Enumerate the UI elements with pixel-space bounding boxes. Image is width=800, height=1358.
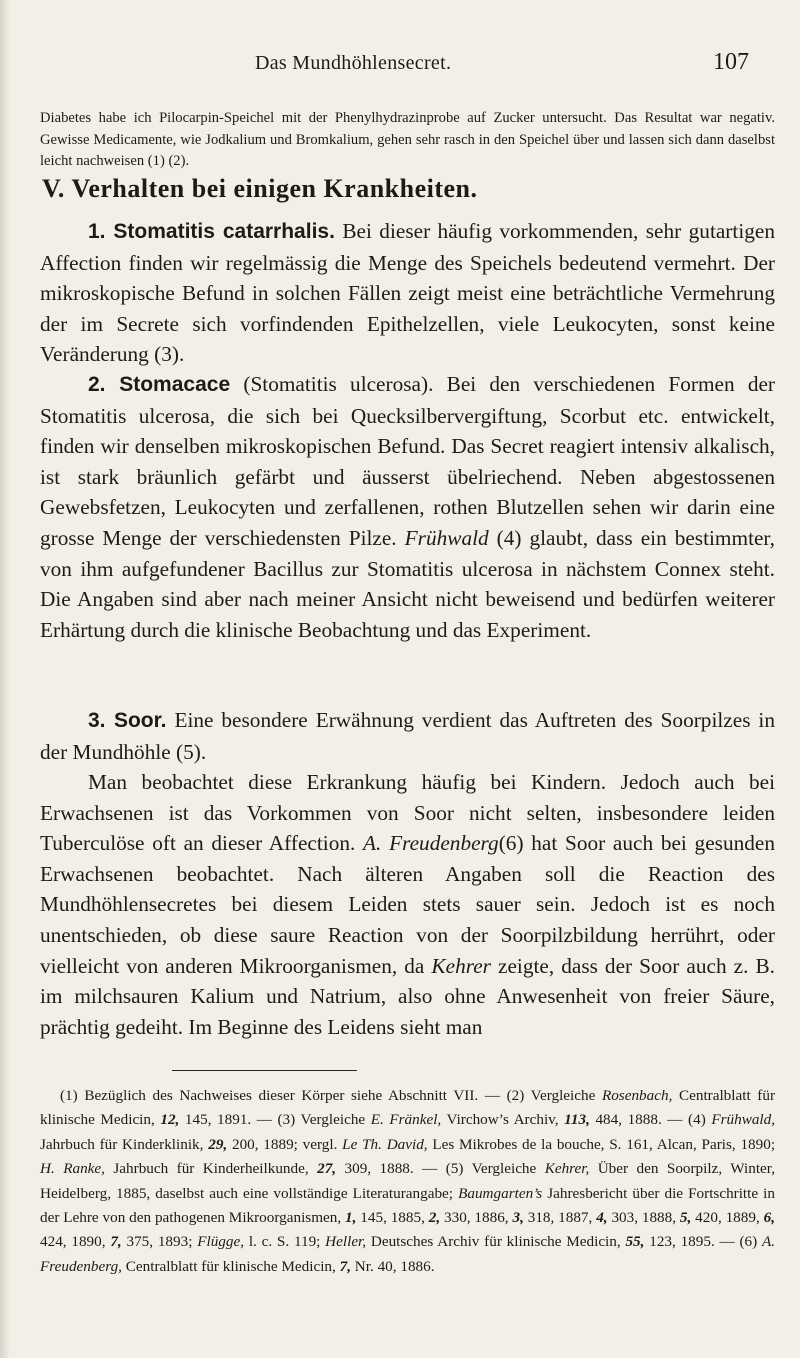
footnote-text: Centralblatt für klinische Medicin,: [125, 1257, 336, 1275]
footnote-volume: 7,: [339, 1257, 351, 1275]
page-number: 107: [713, 49, 749, 75]
footnote-text: 424, 1890,: [40, 1233, 106, 1251]
footnote-text: 318, 1887,: [527, 1209, 593, 1227]
footnote-volume: 55,: [625, 1233, 645, 1251]
footnote-volume: 2,: [428, 1209, 441, 1227]
footnote-author: Kehrer,: [544, 1160, 590, 1178]
footnote-text: Virchow’s Archiv,: [446, 1111, 559, 1129]
author-name: Frühwald: [404, 525, 489, 550]
entry-label: 2. Stomacace: [88, 373, 231, 396]
footnote-author: Heller,: [325, 1233, 367, 1251]
footnote-text: 145, 1885,: [360, 1209, 425, 1227]
footnote-volume: 113,: [564, 1111, 590, 1129]
footnote-divider: [172, 1070, 357, 1071]
footnote-volume: 6,: [763, 1209, 776, 1227]
footnote-text: 123, 1895. — (6): [649, 1233, 758, 1251]
footnote-author: H. Ranke,: [40, 1160, 105, 1178]
footnote-author: Rosenbach,: [601, 1087, 673, 1104]
footnote-text: (1) Bezüglich des Nachweises dieser Körper siehe Abschnitt VII. — (2) Vergleiche: [60, 1087, 596, 1104]
footnote-text: 145, 1891. — (3) Vergleiche: [184, 1111, 366, 1129]
footnote-text: 330, 1886,: [444, 1209, 509, 1227]
footnote-author: E. Fränkel,: [370, 1111, 442, 1129]
entry-soor: [40, 705, 775, 767]
page-header: [0, 49, 800, 82]
entry-stomatitis-catarrhalis: [40, 216, 775, 370]
footnote-volume: 3,: [512, 1209, 524, 1227]
footnote-text: Über den Soorpilz, Winter, Heidelberg, 1885, daselbst auch eine vollständige Literaturangabe;: [40, 1160, 776, 1202]
footnote-author: Le Th. David,: [342, 1135, 428, 1153]
page-gutter-shadow: [0, 0, 10, 1358]
author-name: Kehrer: [431, 953, 491, 978]
entry-label: 3. Soor.: [88, 709, 167, 732]
footnote-volume: 12,: [160, 1111, 180, 1129]
intro-paragraph: Diabetes habe ich Pilocarpin-Speichel mit der Phenylhydrazinprobe auf Zucker untersucht. Das Resultat war negativ. Gewisse Medicamente, wie Jodkalium und Bromkalium, gehen sehr rasch in den Speichel über und lassen sich dann daselbst leicht nachweisen (1) (2).: [40, 110, 775, 169]
entry-stomacace: [40, 369, 775, 645]
entry-text: (Stomatitis ulcerosa). Bei den verschiedenen Formen der Stomatitis ulcerosa, die sich bei Quecksilbervergiftung, Scorbut etc. entwickelt, finden wir denselben mikroskopischen Befund. Das Secret reagiert intensiv alkalisch, ist stark bräunlich gefärbt und äusserst übelriechend. Neben abgestossenen Gewebsfetzen, Leukocyten und zerfallenen, rothen Blutzellen sehen wir darin eine grosse Menge der verschiedensten Pilze.: [40, 372, 776, 550]
entry-text-continued: (4) glaubt, dass ein bestimmter, von ihm aufgefundener Bacillus zur Stomatitis ulcerosa in nächstem Connex steht. Die Angaben sind aber nach meiner Ansicht nicht beweisend und bedürfen weiterer Erhärtung durch die klinische Beobachtung und das Experiment.: [40, 525, 775, 642]
footnote-text: 484, 1888. — (4): [595, 1111, 706, 1129]
footnote-text: Jahrbuch für Kinderheilkunde,: [113, 1160, 309, 1178]
footnote-volume: 4,: [596, 1209, 608, 1227]
footnote-volume: 29,: [208, 1135, 228, 1153]
footnote-text: 420, 1889,: [695, 1209, 760, 1227]
footnote-text: Les Mikrobes de la bouche, S. 161, Alcan, Paris, 1890;: [432, 1135, 776, 1153]
entry-text: Eine besondere Erwähnung verdient das Auftreten des Soorpilzes in der Mundhöhle (5).: [40, 708, 775, 764]
body-text: zeigte, dass der Soor auch z. B. im milchsauren Kalium und Natrium, also ohne Anwesenheit von freier Säure, prächtig gedeiht. Im Beginne des Leidens sieht man: [40, 953, 776, 1039]
footnote-author: A. Freudenberg,: [40, 1233, 776, 1275]
footnote-volume: 27,: [317, 1160, 337, 1178]
footnote-volume: 7,: [110, 1233, 122, 1251]
footnote-text: Centralblatt für klinische Medicin,: [40, 1087, 775, 1129]
footnote-text: 200, 1889; vergl.: [231, 1135, 338, 1153]
footnote-volume: 1,: [345, 1209, 357, 1227]
footnote-text: Jahrbuch für Kinderklinik,: [40, 1135, 204, 1153]
footnote-text: 303, 1888,: [611, 1209, 677, 1227]
footnote-author: Flügge,: [197, 1233, 245, 1251]
footnote-author: Frühwald,: [711, 1111, 776, 1129]
footnotes: [40, 1084, 775, 1279]
footnote-volume: 5,: [679, 1209, 692, 1227]
entry-label: 1. Stomatitis catarrhalis.: [88, 220, 335, 243]
running-title: Das Mundhöhlensecret.: [255, 52, 452, 74]
entry-text: Bei dieser häufig vorkommenden, sehr gutartigen Affection finden wir regelmässig die Menge des Speichels bedeutend vermehrt. Der mikroskopische Befund in solchen Fällen zeigt meist eine beträchtliche Vermehrung der im Secrete sich vorfindenden Epithelzellen, viele Leukocyten, sonst keine Veränderung (3).: [40, 219, 775, 367]
footnote-text: Jahresbericht über die Fortschritte in der Lehre von den pathogenen Mikroorganismen,: [40, 1184, 775, 1227]
footnote-text: 309, 1888. — (5) Vergleiche: [344, 1160, 537, 1178]
author-name: A. Freudenberg: [363, 831, 499, 856]
body-text: (6) hat Soor auch bei gesunden Erwachsenen beobachtet. Nach älteren Angaben soll die Reaction des Mundhöhlensecretes bei diesem Leiden stets sauer sein. Jedoch ist es noch unentschieden, ob diese saure Reaction von der Soorpilzbildung herrührt, oder vielleicht von anderen Mikroorganismen, da: [40, 831, 775, 978]
section-heading: V. Verhalten bei einigen Krankheiten.: [42, 174, 478, 203]
body-text: Man beobachtet diese Erkrankung häufig bei Kindern. Jedoch auch bei Erwachsenen ist das Vorkommen von Soor nicht selten, insbesondere leiden Tuberculöse oft an dieser Affection.: [40, 770, 775, 856]
footnote-text: Deutsches Archiv für klinische Medicin,: [370, 1233, 621, 1251]
soor-paragraph: [40, 767, 775, 1042]
footnote-text: l. c. S. 119;: [248, 1233, 321, 1251]
footnote-text: 375, 1893;: [126, 1233, 193, 1251]
footnote-author: Baumgarten’s: [458, 1184, 543, 1202]
footnote-text: Nr. 40, 1886.: [354, 1257, 435, 1275]
